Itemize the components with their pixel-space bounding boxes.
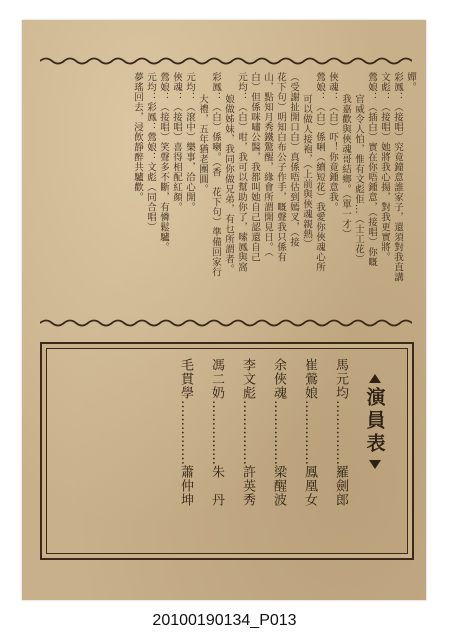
image-caption: 20100190134_P013 [152,612,297,629]
cast-row [238,358,257,548]
cast-members [176,358,350,548]
triangle-down-icon [369,460,381,469]
script-line: 鶯娘：（白）係唎（續短花）我愛你俠魂心所 [314,72,325,272]
program-page [22,20,426,600]
cast-title: 演員表 [363,387,386,456]
role-name: 李文彪 [240,358,255,400]
leader-dots: …………… [333,400,348,465]
role-name: 余俠魂 [271,358,286,400]
role-name: 馬元均 [333,358,348,400]
script-line: 元均：（滾中）樂事，洽心開。 [184,72,195,212]
script-line: 夢瑤回去，浸飲靜醉共驢歡。 [132,72,143,202]
script-line: 鶯娘：（接唱）笑聲多不斷，有憐鬆驢。 [158,72,169,252]
script-line: 娘做姊妹，我同你做兄弟，有乜所謂者。 [223,94,234,274]
script-line: 山，點知月秀鐵驚醒，緣會所謂開見日。（ [262,72,273,258]
cast-row [176,358,195,548]
script-line: 可以做人接袍，（上前與俠魂親熱） [301,94,312,250]
role-name: 馮二奶 [209,358,224,400]
cast-row [300,358,319,548]
leader-dots: …………… [302,400,317,465]
script-line: 我嘉歡與俠魂哥結鄉。（單一才） [340,94,351,240]
cast-title-block [360,374,390,524]
actor-name: 梁醒波 [271,465,286,507]
cast-row [207,358,226,548]
script-line: 元均：（白）咁，我可以幫助你了，嗦鳳與窩 [236,72,247,272]
actor-name: 羅劍郎 [333,465,348,507]
script-line: 大禮，五年猶老團圓。 [197,94,208,194]
script-line: 俠魂：（白）吓！你竟鍾意我。 [327,72,338,212]
actor-name: 朱 丹 [209,465,224,507]
script-line: 元均：彩鳳：鶯娘：文彪（同合唱） [145,72,156,232]
script-line: 嬋。 [405,72,416,92]
role-name: 毛貫學 [178,358,193,400]
role-name: 崔鶯娘 [302,358,317,400]
leader-dots: …………… [178,400,193,465]
triangle-up-icon [369,374,381,383]
script-text [132,72,417,312]
script-line: 俠魂：（接唱）喜得相配紅顏。 [171,72,182,212]
script-line: 彩鳳：（接唱）究竟鐘意誰家子，還須對我直講 [392,72,403,282]
cast-row [331,358,350,548]
actor-name: 許英秀 [240,465,255,507]
middle-ornament-divider [40,318,412,328]
script-line: （受謝扯開口白）真係唔估到嫣叉，（接 [288,72,299,248]
leader-dots: …………… [271,400,286,465]
cast-row [269,358,288,548]
actor-name: 鳳凰女 [302,465,317,507]
leader-dots: …………… [240,400,255,465]
leader-dots: …………… [209,400,224,465]
script-line: 官威令人怕，惟有文彪佢…（士工花） [353,94,364,264]
script-line: 文彪：（接唱）她將我心揚，對我更實將。 [379,72,390,262]
script-line: 彩鳳：（白）係喇。（香 花下句）準備回家行 [210,72,221,278]
script-line: 花下句）明知白布公子作手，嘅聲我只係有 [275,72,286,262]
cast-list-box [40,342,414,560]
actor-name: 蕭仲坤 [178,465,193,507]
script-line: 白）但係咪嘯公醫，我都叫她自己認還自己 [249,72,260,262]
top-ornament-divider [40,56,412,66]
script-line: 鶯娘：（插白）實在你唔鍾意，（接唱）你嘅 [366,72,377,268]
